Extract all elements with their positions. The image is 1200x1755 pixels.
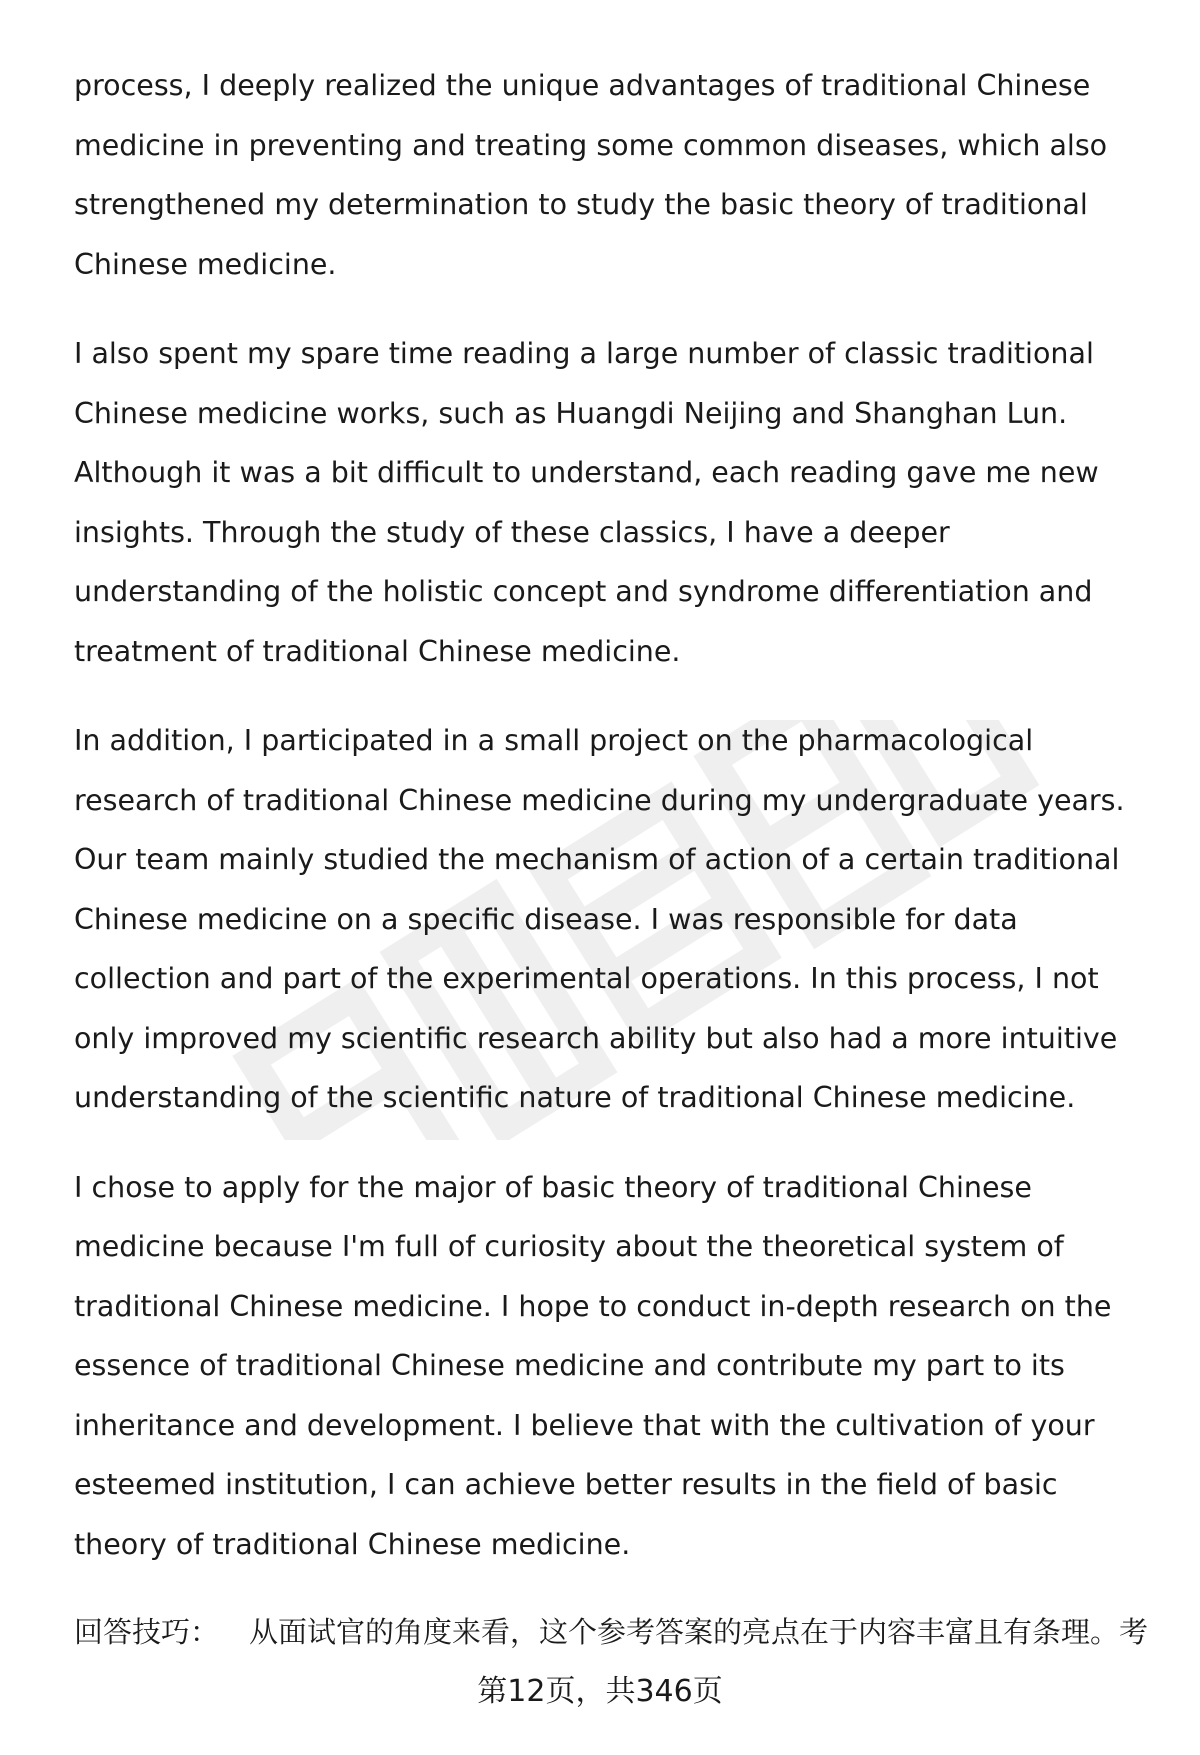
paragraph: I also spent my spare time reading a large number of classic traditional Chinese medicine works, such as Huangdi Neijing and Shanghan Lun. Although it was a bit difficult to understand, each reading gave me new insights. Through the study of these classics, I have a deeper understanding of the holistic concept and syndrome differentiation and treatment of traditional Chinese medicine. xyxy=(74,337,1099,668)
answer-tip xyxy=(74,1612,1164,1652)
paragraph: process, I deeply realized the unique advantages of traditional Chinese medicine in preventing and treating some common diseases, which also strengthened my determination to study the basic theory of traditional Chinese medicine. xyxy=(74,69,1108,281)
tip-label: 回答技巧： xyxy=(74,1615,220,1649)
answer-body xyxy=(74,56,1154,1604)
paragraph: I chose to apply for the major of basic theory of traditional Chinese medicine because I'm full of curiosity about the theoretical system of traditional Chinese medicine. I hope to conduct in-depth research on the essence of traditional Chinese medicine and contribute my part to its inheritance and development. I believe that with the cultivation of your esteemed institution, I can achieve better results in the field of basic theory of traditional Chinese medicine. xyxy=(74,1170,1112,1561)
tip-text: 从面试官的角度来看，这个参考答案的亮点在于内容丰富且有条理。考 xyxy=(249,1615,1149,1649)
page-number: 第12页，共346页 xyxy=(477,1674,723,1709)
paragraph: In addition, I participated in a small project on the pharmacological research of traditional Chinese medicine during my undergraduate years. Our team mainly studied the mechanism of action of a certain traditional Chinese medicine on a specific disease. I was responsible for data collection and part of the experimental operations. In this process, I not only improved my scientific research ability but also had a more intuitive understanding of the scientific nature of traditional Chinese medicine. xyxy=(74,724,1125,1114)
